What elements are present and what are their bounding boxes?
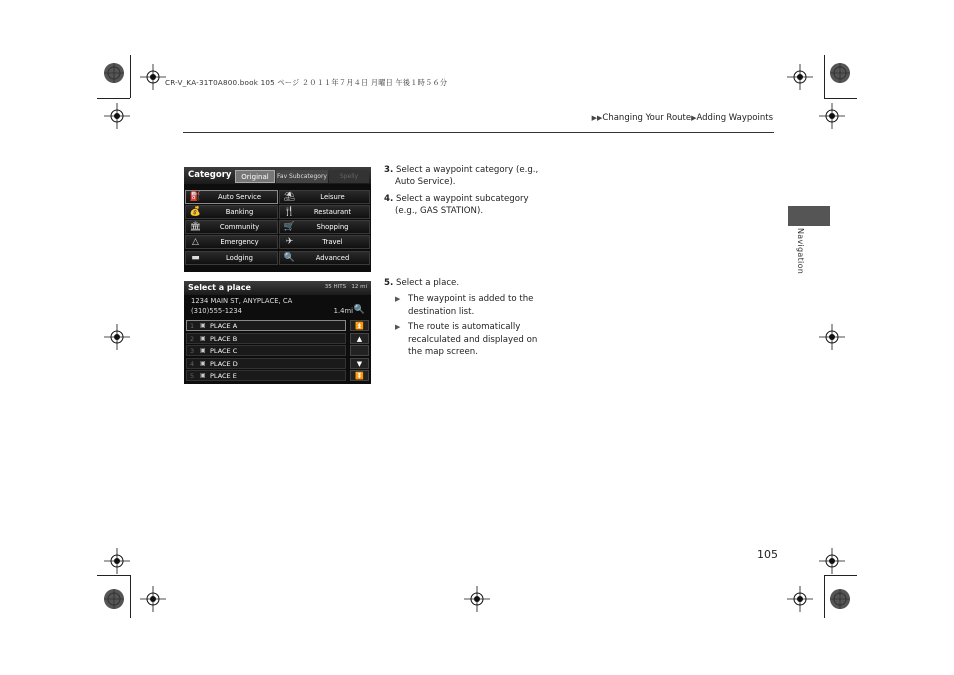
category-label: Lodging [226,254,253,262]
step-text: Select a waypoint category (e.g., [395,165,539,175]
place-name: PLACE B [210,335,238,343]
scroll-down-button[interactable]: ▼ [350,358,369,369]
tab-spelly[interactable]: Spelly [329,170,369,183]
place-list-item[interactable] [186,358,346,369]
category-lodging-button[interactable] [185,251,278,265]
step-3 [384,164,538,177]
leisure-icon: ⛱ [283,192,296,202]
crosshair-registration-mark [819,548,845,574]
restaurant-icon: 🍴 [283,207,296,217]
scroll-bottom-button[interactable]: ⏬ [350,370,369,381]
bullet-text: The route is automatically [408,322,521,332]
step-4-line2 [395,205,483,218]
crop-line [824,55,825,98]
step-number: 5. [384,278,394,288]
place-phone: (310)555-1234 [191,307,242,315]
step-text: Select a waypoint subcategory [395,194,529,204]
place-list-item[interactable] [186,345,346,356]
place-name: PLACE C [210,347,238,355]
plane-icon: ✈ [285,237,294,247]
place-list-item[interactable] [186,370,346,381]
step-5 [384,277,459,290]
print-disc-mark [103,62,125,84]
category-screen-title: Category [188,170,232,180]
crop-line [130,55,131,98]
section-tab [788,206,830,226]
row-number: 3 [190,347,195,355]
print-disc-mark [103,588,125,610]
bullet-text: recalculated and displayed on [408,334,538,345]
place-distance: 1.4mi [333,307,353,315]
place-icon: ▣ [200,360,206,367]
place-list-item[interactable] [186,333,346,344]
step-text: ). [476,206,484,216]
crosshair-registration-mark [819,103,845,129]
select-place-screen [184,281,371,384]
crop-line [97,575,130,576]
step-number: 4. [384,194,394,204]
bullet-text: the map screen. [408,347,478,357]
ui-term: GAS STATION [420,206,477,216]
category-label: Emergency [220,238,259,246]
place-icon: ▣ [200,372,206,379]
print-header-info: CR-V_KA-31T0A800.book 105 ページ ２０１１年７月４日 月曜日 午後１時５６分 [165,78,448,87]
category-label: Advanced [315,254,350,262]
crosshair-registration-mark [787,64,813,90]
bullet-text: destination list. [408,306,475,317]
tab-fav-subcategory[interactable]: Fav Subcategory [276,170,328,183]
tab-original[interactable]: Original [235,170,275,183]
crop-line [824,98,857,99]
result-arrow-icon: ▶ [395,323,401,331]
crosshair-registration-mark [140,64,166,90]
category-label: Leisure [320,193,345,201]
category-label: Auto Service [217,193,262,201]
category-community-button[interactable] [185,220,278,234]
step-text: (e.g., [395,206,421,216]
page-number: 105 [757,548,778,561]
header-rule [183,132,774,133]
row-number: 2 [190,335,195,343]
crop-line [824,575,857,576]
place-icon: ▣ [200,322,206,329]
emergency-icon: △ [192,237,199,247]
step-3-line2 [395,176,456,189]
crosshair-registration-mark [819,324,845,350]
status-readout [325,284,367,290]
place-name: PLACE D [210,360,238,368]
scroll-track[interactable] [350,345,369,356]
category-auto-service-button[interactable] [185,190,278,204]
scroll-up-button[interactable]: ▲ [350,333,369,344]
result-arrow-icon: ▶ [395,295,401,303]
step-text: Select a place. [395,278,460,288]
row-number: 4 [190,360,195,368]
cart-icon: 🛒 [283,222,296,232]
gas-pump-icon: ⛽ [189,192,202,202]
category-emergency-button[interactable] [185,235,278,249]
crosshair-registration-mark [104,548,130,574]
section-tab-label: Navigation [796,228,805,275]
category-shopping-button[interactable] [279,220,370,234]
bank-icon: 💰 [189,207,202,217]
crosshair-registration-mark [787,586,813,612]
print-disc-mark [829,62,851,84]
category-banking-button[interactable] [185,205,278,219]
place-address: 1234 MAIN ST, ANYPLACE, CA [191,297,293,305]
range-value: 12 mi [351,284,367,290]
category-label: Restaurant [313,208,352,216]
category-label: Banking [225,208,254,216]
magnifier-icon: 🔍 [283,253,296,263]
step-4 [384,193,529,206]
category-label: Travel [322,238,343,246]
category-travel-button[interactable] [279,235,370,249]
arrow-icon: ▶ [691,114,697,122]
place-name: PLACE E [210,372,237,380]
print-disc-mark [829,588,851,610]
crop-line [824,575,825,618]
crop-line [130,575,131,618]
crosshair-registration-mark [140,586,166,612]
category-advanced-button[interactable] [279,251,370,265]
crosshair-registration-mark [104,324,130,350]
category-label: Community [219,223,260,231]
breadcrumb-page: Adding Waypoints [696,113,773,123]
category-label: Shopping [316,223,349,231]
breadcrumb [592,113,773,123]
hits-count: 35 HITS [324,284,347,290]
place-icon: ▣ [200,335,206,342]
building-icon: 🏛 [189,222,202,232]
step-number: 3. [384,165,394,175]
search-icon[interactable]: 🔍 [353,305,365,315]
crosshair-registration-mark [104,103,130,129]
step-text: ). [449,177,456,187]
crosshair-registration-mark [464,586,490,612]
category-leisure-button[interactable] [279,190,370,204]
double-arrow-icon: ▶▶ [591,114,603,122]
bullet-text: The waypoint is added to the [408,294,534,304]
row-number: 5 [190,372,195,380]
place-list-item[interactable] [186,320,346,331]
category-restaurant-button[interactable] [279,205,370,219]
row-number: 1 [190,322,195,330]
bed-icon: ▬ [191,253,200,263]
breadcrumb-section: Changing Your Route [602,113,692,123]
select-place-title: Select a place [188,283,251,292]
place-icon: ▣ [200,347,206,354]
ui-term: Auto Service [395,177,450,187]
crop-line [97,98,130,99]
category-screen [184,167,371,272]
place-name: PLACE A [210,322,238,330]
scroll-top-button[interactable]: ⏫ [350,320,369,331]
